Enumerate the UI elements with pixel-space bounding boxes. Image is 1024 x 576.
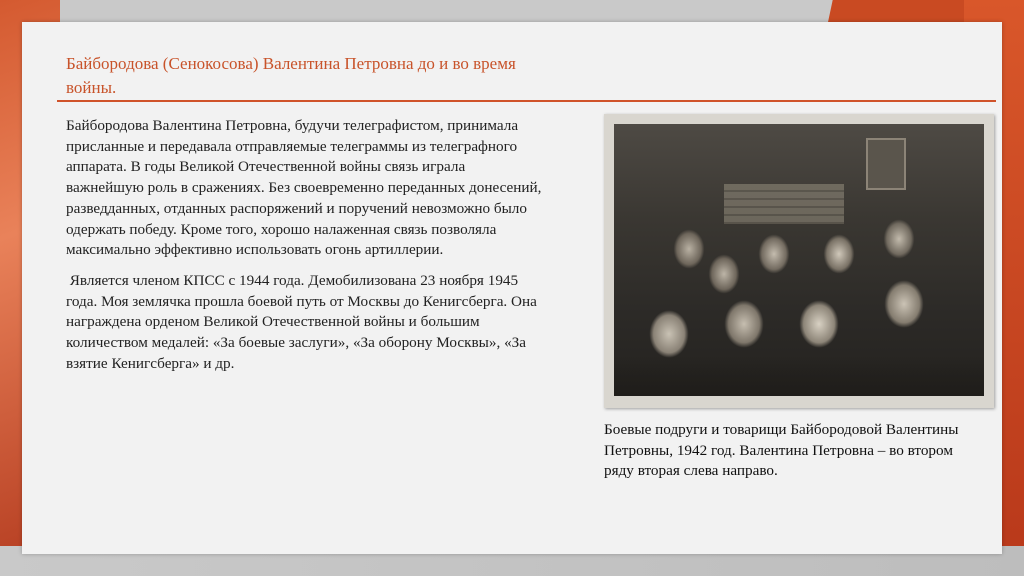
body-text (66, 116, 544, 384)
photo-frame (604, 114, 994, 408)
group-photo (614, 124, 984, 396)
slide-panel (22, 22, 1002, 554)
paragraph-2: Является членом КПСС с 1944 года. Демобилизована 23 ноября 1945 года. Моя землячка прошла боевой путь от Москвы до Кенигсберга. Она награждена орденом Великой Отечественной войны и большим количеством медалей: «За боевые заслуги», «За оборону Москвы», «За взятие Кенигсберга» и др. (66, 271, 541, 372)
paragraph-1: Байбородова Валентина Петровна, будучи телеграфистом, принимала присланные и передавала отправляемые телеграммы из телеграфного аппарата. В годы Великой Отечественной войны связь играла важнейшую роль в сражениях. Без своевременно переданных донесений, разведданных, отданных распоряжений и поручений невозможно было одержать победу. Кроме того, хорошо налаженная связь позволяла максимально эффективно использовать огонь артиллерии. (66, 117, 542, 259)
title-underline (57, 100, 996, 102)
photo-shadow (614, 356, 984, 396)
slide-title: Байбородова (Сенокосова) Валентина Петровна до и во время войны. (66, 54, 516, 97)
photo-wall (724, 184, 844, 224)
photo-wall-picture (866, 138, 906, 190)
photo-caption: Боевые подруги и товарищи Байбородовой Валентины Петровны, 1942 год. Валентина Петровна – во втором ряду вторая слева направо. (604, 421, 959, 480)
